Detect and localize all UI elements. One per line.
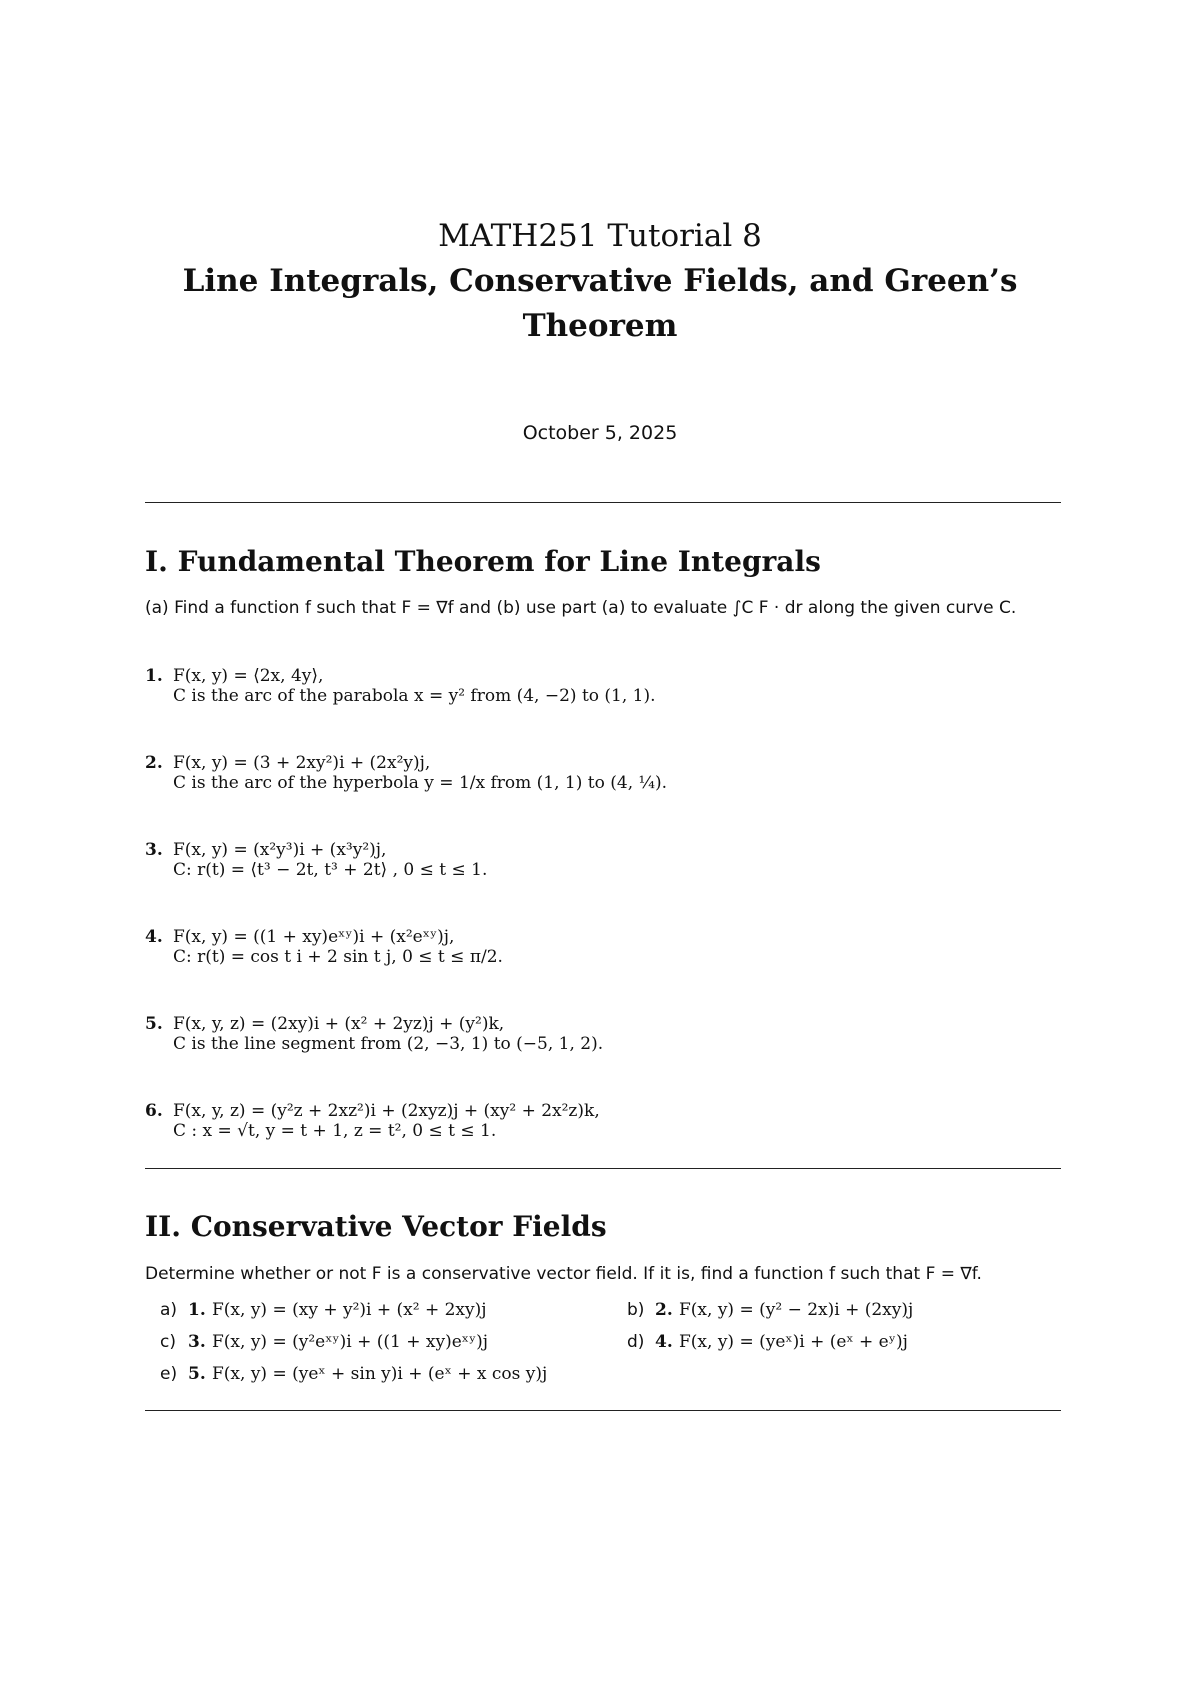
divider <box>145 1168 1061 1169</box>
problem-number: 5. <box>188 1364 206 1384</box>
problem-item <box>627 1332 908 1352</box>
problem-letter: c) <box>160 1332 176 1352</box>
section-2-instructions: Determine whether or not F is a conservative vector field. If it is, find a function f such that F = ∇f. <box>145 1264 982 1284</box>
title-block <box>0 214 1200 349</box>
problem-number: 3. <box>188 1332 206 1352</box>
problem-item <box>160 1300 487 1320</box>
problem-number: 5. <box>145 1014 163 1034</box>
section-1-instructions: (a) Find a function f such that F = ∇f and (b) use part (a) to evaluate ∫C F · dr along the given curve C. <box>145 598 1017 618</box>
vector-field: F(x, y) = (y² − 2x)i + (2xy)j <box>679 1300 914 1320</box>
problem-number: 3. <box>145 840 163 860</box>
divider <box>145 1410 1061 1411</box>
document-date: October 5, 2025 <box>522 422 678 444</box>
problem-item <box>145 840 1065 880</box>
problem-number: 1. <box>145 666 163 686</box>
section-1-heading: I. Fundamental Theorem for Line Integrals <box>145 545 821 578</box>
problem-item <box>145 666 1065 706</box>
problem-letter: a) <box>160 1300 178 1320</box>
problem-number: 2. <box>145 753 163 773</box>
curve-description: C: r(t) = cos t i + 2 sin t j, 0 ≤ t ≤ π/2. <box>173 947 503 967</box>
problem-number: 2. <box>655 1300 673 1320</box>
vector-field: F(x, y) = (yeˣ)i + (eˣ + eʸ)j <box>679 1332 908 1352</box>
curve-description: C : x = √t, y = t + 1, z = t², 0 ≤ t ≤ 1. <box>173 1121 497 1141</box>
problem-item <box>145 753 1065 793</box>
problem-number: 4. <box>655 1332 673 1352</box>
vector-field: F(x, y, z) = (y²z + 2xz²)i + (2xyz)j + (xy² + 2x²z)k, <box>173 1101 600 1121</box>
vector-field: F(x, y) = (x²y³)i + (x³y²)j, <box>173 840 387 860</box>
problem-letter: e) <box>160 1364 178 1384</box>
section-2-heading: II. Conservative Vector Fields <box>145 1210 607 1243</box>
problem-item <box>160 1332 488 1352</box>
vector-field: F(x, y) = (xy + y²)i + (x² + 2xy)j <box>212 1300 487 1320</box>
curve-description: C is the arc of the parabola x = y² from (4, −2) to (1, 1). <box>173 686 656 706</box>
vector-field: F(x, y) = (3 + 2xy²)i + (2x²y)j, <box>173 753 431 773</box>
vector-field: F(x, y) = ((1 + xy)eˣʸ)i + (x²eˣʸ)j, <box>173 927 455 947</box>
divider <box>145 502 1061 503</box>
vector-field: F(x, y) = (yeˣ + sin y)i + (eˣ + x cos y)j <box>212 1364 548 1384</box>
course-title: MATH251 Tutorial 8 <box>438 218 762 254</box>
problem-number: 6. <box>145 1101 163 1121</box>
topic-title-line-1: Line Integrals, Conservative Fields, and Green’s <box>182 263 1018 299</box>
curve-description: C is the line segment from (2, −3, 1) to (−5, 1, 2). <box>173 1034 604 1054</box>
curve-description: C is the arc of the hyperbola y = 1/x from (1, 1) to (4, ¼). <box>173 773 668 793</box>
problem-item <box>627 1300 913 1320</box>
curve-description: C: r(t) = ⟨t³ − 2t, t³ + 2t⟩ , 0 ≤ t ≤ 1. <box>173 860 488 880</box>
vector-field: F(x, y) = (y²eˣʸ)i + ((1 + xy)eˣʸ)j <box>212 1332 489 1352</box>
problem-letter: d) <box>627 1332 645 1352</box>
problem-number: 1. <box>188 1300 206 1320</box>
problem-item <box>145 1101 1065 1141</box>
vector-field: F(x, y) = ⟨2x, 4y⟩, <box>173 666 324 686</box>
problem-item <box>145 927 1065 967</box>
topic-title-line-2: Theorem <box>522 308 678 344</box>
problem-item <box>160 1364 547 1384</box>
problem-number: 4. <box>145 927 163 947</box>
problem-letter: b) <box>627 1300 645 1320</box>
problem-item <box>145 1014 1065 1054</box>
vector-field: F(x, y, z) = (2xy)i + (x² + 2yz)j + (y²)k, <box>173 1014 505 1034</box>
